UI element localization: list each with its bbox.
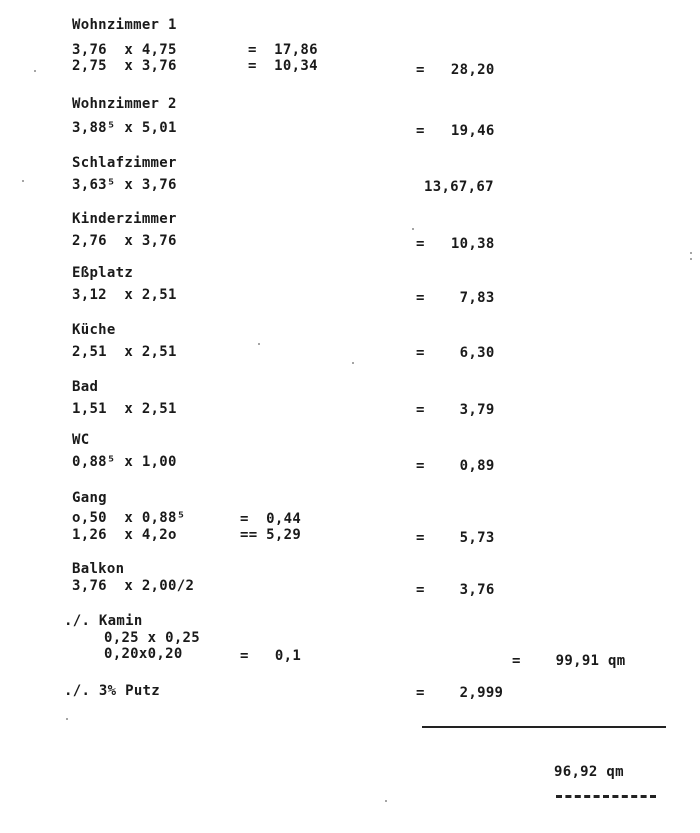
partial-result: = 0,1 [240, 648, 302, 664]
room-total: = 5,73 [416, 530, 495, 546]
scan-speck [22, 180, 24, 182]
partial-result: == 5,29 [240, 527, 302, 543]
partial-result: = 17,86 [248, 42, 318, 58]
room-title-kinderzimmer: Kinderzimmer [72, 211, 177, 227]
room-total: = 3,79 [416, 402, 495, 418]
calc-line: 0,20x0,20 [104, 646, 183, 662]
subtotal: = 99,91 qm [512, 653, 626, 669]
room-title-schlafzimmer: Schlafzimmer [72, 155, 177, 171]
calc-line: 3,12 x 2,51 [72, 287, 177, 303]
room-title-essplatz: Eßplatz [72, 265, 134, 281]
room-title-wohnzimmer-2: Wohnzimmer 2 [72, 96, 177, 112]
scan-speck [385, 800, 387, 802]
scan-speck [258, 343, 260, 345]
room-title-bad: Bad [72, 379, 99, 395]
calc-line: 3,76 x 4,75 [72, 42, 177, 58]
room-total: = 0,89 [416, 458, 495, 474]
room-title-wohnzimmer-1: Wohnzimmer 1 [72, 17, 177, 33]
room-total: 13,67,67 [424, 179, 494, 195]
scan-speck [690, 258, 692, 260]
calc-line: 1,26 x 4,2o [72, 527, 177, 543]
double-underline [556, 795, 656, 798]
room-total: = 19,46 [416, 123, 495, 139]
calc-line: 2,51 x 2,51 [72, 344, 177, 360]
scan-speck [352, 362, 354, 364]
room-total: = 28,20 [416, 62, 495, 78]
calc-line: 3,88⁵ x 5,01 [72, 120, 177, 136]
calc-line: o,50 x 0,88⁵ [72, 510, 186, 526]
calc-line: 2,76 x 3,76 [72, 233, 177, 249]
scan-speck [34, 70, 36, 72]
calc-line: 0,88⁵ x 1,00 [72, 454, 177, 470]
room-total: = 6,30 [416, 345, 495, 361]
calc-line: 0,25 x 0,25 [104, 630, 201, 646]
room-total: = 7,83 [416, 290, 495, 306]
putz-value: = 2,999 [416, 685, 504, 701]
calc-line: 2,75 x 3,76 [72, 58, 177, 74]
partial-result: = 10,34 [248, 58, 318, 74]
sum-rule [422, 726, 666, 728]
room-total: = 3,76 [416, 582, 495, 598]
scan-speck [690, 252, 692, 254]
room-title-balkon: Balkon [72, 561, 125, 577]
room-title-wc: WC [72, 432, 90, 448]
partial-result: = 0,44 [240, 511, 302, 527]
deduction-title-putz: ./. 3% Putz [64, 683, 161, 699]
deduction-title-kamin: ./. Kamin [64, 613, 143, 629]
final-total: 96,92 qm [554, 764, 624, 780]
calc-line: 1,51 x 2,51 [72, 401, 177, 417]
calc-line: 3,76 x 2,00/2 [72, 578, 195, 594]
room-total: = 10,38 [416, 236, 495, 252]
room-title-gang: Gang [72, 490, 107, 506]
calc-line: 3,63⁵ x 3,76 [72, 177, 177, 193]
room-title-kueche: Küche [72, 322, 116, 338]
scan-speck [412, 228, 414, 230]
scan-speck [66, 718, 68, 720]
